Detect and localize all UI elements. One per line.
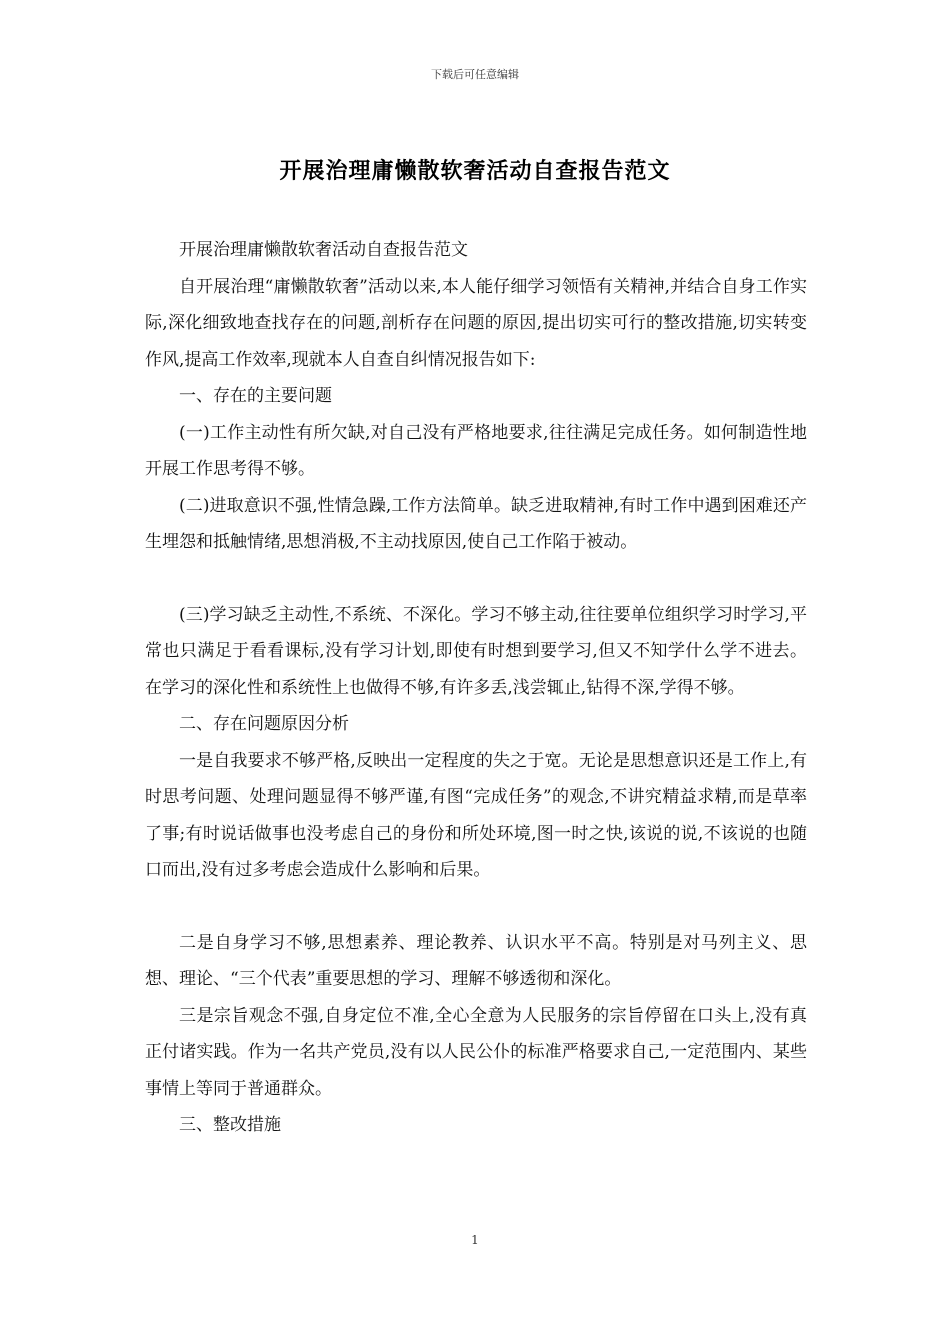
page-number: 1 xyxy=(471,1233,479,1247)
section-heading-problems: 一、存在的主要问题 xyxy=(179,386,332,406)
section-heading-causes: 二、存在问题原因分析 xyxy=(179,714,349,734)
document-body xyxy=(145,232,807,1144)
page-header-note: 下载后可任意编辑 xyxy=(431,68,519,81)
problem-item-3: (三)学习缺乏主动性,不系统、不深化。学习不够主动,往往要单位组织学习时学习,平常也只满足于看看课标,没有学习计划,即使有时想到要学习,但又不知学什么学不进去。在学习的深化性和系统性上也做得不够,有许多丢,浅尝辄止,钻得不深,学得不够。 xyxy=(145,604,807,698)
cause-item-3: 三是宗旨观念不强,自身定位不准,全心全意为人民服务的宗旨停留在口头上,没有真正付诸实践。作为一名共产党员,没有以人民公仆的标准严格要求自己,一定范围内、某些事情上等同于普通群众。 xyxy=(145,1005,807,1099)
section-heading-measures: 三、整改措施 xyxy=(179,1115,281,1135)
problem-item-2: (二)进取意识不强,性情急躁,工作方法简单。缺乏进取精神,有时工作中遇到困难还产生埋怨和抵触情绪,思想消极,不主动找原因,使自己工作陷于被动。 xyxy=(145,495,807,552)
intro-paragraph: 自开展治理“庸懒散软奢”活动以来,本人能仔细学习领悟有关精神,并结合自身工作实际,深化细致地查找存在的问题,剖析存在问题的原因,提出切实可行的整改措施,切实转变作风,提高工作效率,现就本人自查自纠情况报告如下: xyxy=(145,276,807,370)
problem-item-1: (一)工作主动性有所欠缺,对自己没有严格地要求,往往满足完成任务。如何制造性地开展工作思考得不够。 xyxy=(145,422,807,479)
cause-item-2: 二是自身学习不够,思想素养、理论教养、认识水平不高。特别是对马列主义、思想、理论、“三个代表”重要思想的学习、理解不够透彻和深化。 xyxy=(145,932,807,989)
subtitle-paragraph: 开展治理庸懒散软奢活动自查报告范文 xyxy=(179,240,468,260)
cause-item-1: 一是自我要求不够严格,反映出一定程度的失之于宽。无论是思想意识还是工作上,有时思考问题、处理问题显得不够严谨,有图“完成任务”的观念,不讲究精益求精,而是草率了事;有时说话做事也没考虑自己的身份和所处环境,图一时之快,该说的说,不该说的也随口而出,没有过多考虑会造成什么影响和后果。 xyxy=(145,750,807,880)
document-title: 开展治理庸懒散软奢活动自查报告范文 xyxy=(279,158,671,184)
